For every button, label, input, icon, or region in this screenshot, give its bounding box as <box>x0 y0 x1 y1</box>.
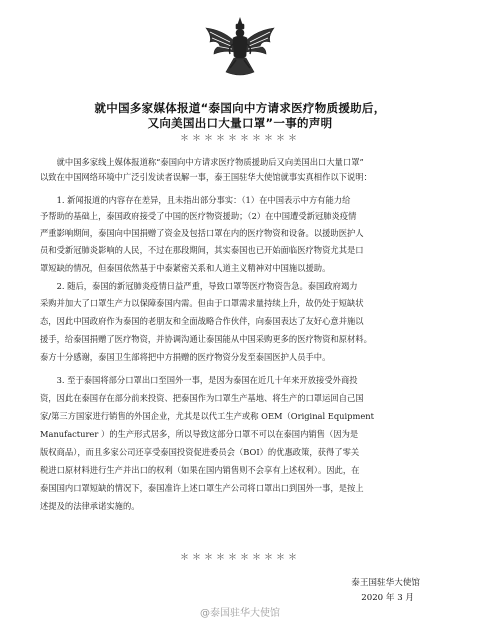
statement-title-line-2: 又向美国出口大量口罩”一事的声明 <box>147 116 333 130</box>
body-line: 1. 新闻报道的内容存在差异，且未指出部分事实：（1）在中国表示中方有能力给 <box>40 195 351 205</box>
body-line: 泰国国内口罩短缺的情况下，泰国准许上述口罩生产公司将口罩出口到国外一事，是按上 <box>40 483 364 493</box>
body-line: 税进口原材料进行生产并出口的权利（如果在国内销售则不会享有上述权利）。因此，在 <box>40 465 360 475</box>
weibo-watermark: @泰国驻华大使馆 <box>200 608 280 619</box>
body-line: 采购并加大了口罩生产力以保障泰国内需。但由于口罩需求量持续上升，故仍处于短缺状 <box>40 298 364 308</box>
body-line: 严重影响期间，泰国向中国捐赠了资金及包括口罩在内的医疗物资和设备。以援助医护人 <box>40 228 364 238</box>
body-line: 以致在中国网络环境中广泛引发读者误解一事，泰王国驻华大使馆就事实真相作以下说明： <box>40 172 372 182</box>
body-line: 2. 随后，泰国的新冠肺炎疫情日益严重，导致口罩等医疗物资告急。泰国政府竭力 <box>40 281 358 291</box>
body-line: 援手，给泰国捐赠了医疗物资，并协调沟通让泰国能从中国采购更多的医疗物资和原材料。 <box>40 334 372 344</box>
body-line: 资，因此在泰国存在部分前来投资、把泰国作为口罩生产基地、将生产的口罩运回自己国 <box>40 393 364 403</box>
body-line: 罩短缺的情况，但泰国依然基于中泰紧密关系和人道主义精神对中国施以援助。 <box>40 263 331 273</box>
body-line: 家/第三方国家进行销售的外国企业，尤其是以代工生产或称 OEM（Original Equipment <box>40 411 374 421</box>
statement-date: 2020 年 3 月 <box>361 593 414 603</box>
closing-separator: ＊＊＊＊＊＊＊＊＊＊ <box>179 553 300 563</box>
statement-title-line-1: 就中国多家媒体报道“泰国向中方请求医疗物质援助后， <box>94 101 386 115</box>
body-line: Manufacturer ）的生产形式居多，所以导致这部分口罩不可以在泰国内销售（因为是 <box>40 429 359 439</box>
body-line: 予帮助的基础上，泰国政府接受了中国的医疗物资援助；（2）在中国遭受新冠肺炎疫情 <box>40 211 357 221</box>
title-separator: ＊＊＊＊＊＊＊＊＊＊ <box>179 134 300 144</box>
garuda-emblem-icon <box>200 16 280 82</box>
body-line: 3. 至于泰国将部分口罩出口至国外一事，是因为泰国在近几十年来开放接受外商投 <box>40 375 358 385</box>
body-line: 泰方十分感谢，泰国卫生部将把中方捐赠的医疗物资分发至泰国医护人员手中。 <box>40 352 331 362</box>
body-line: 版权商品），而且多家公司还享受泰国投资促进委员会（BOI）的优惠政策，获得了零关 <box>40 447 360 457</box>
body-line: 述提及的法律承诺实施的。 <box>40 501 140 511</box>
body-line: 就中国多家线上媒体报道称“泰国向中方请求医疗物质援助后又向美国出口大量口罩” <box>40 157 364 167</box>
body-line: 员和受新冠肺炎影响的人民，不过在那段期间，其实泰国也已开始面临医疗物资尤其是口 <box>40 245 364 255</box>
body-line: 态，因此中国政府作为泰国的老朋友和全面战略合作伙伴，向泰国表达了友好心意并施以 <box>40 316 364 326</box>
signature-embassy: 泰王国驻华大使馆 <box>351 578 420 588</box>
